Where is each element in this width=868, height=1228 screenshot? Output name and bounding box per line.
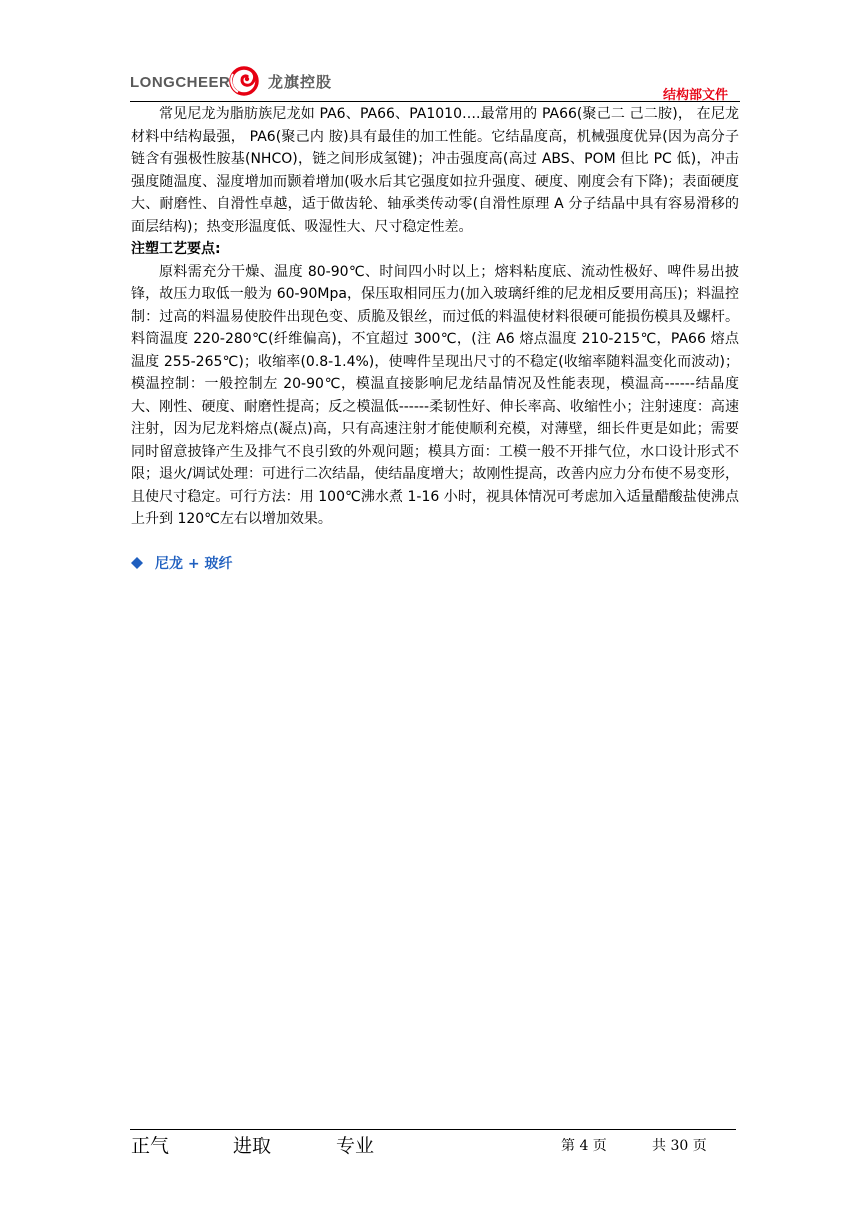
page-footer [131, 1131, 737, 1159]
bullet-label: 尼龙 + 玻纤 [155, 555, 233, 572]
bullet-item-nylon-glassfiber [131, 553, 739, 576]
document-body [131, 103, 739, 575]
page-header [130, 62, 738, 102]
paragraph-molding-process: 原料需充分干燥、温度 80-90℃、时间四小时以上；熔料粘度底、流动性极好、啤件易出披锋，故压力取低一般为 60-90Mpa，保压取相同压力(加入玻璃纤维的尼龙相反要用高压)；料温控制：过高的料温易使胶件出现色变、质脆及银丝，而过低的料温使材料很硬可能损伤模具及螺杆。料筒温度 220-280℃(纤维偏高)，不宜超过 300℃，(注 A6 熔点温度 210-215℃，PA66 熔点温度 255-265℃)；收缩率(0.8-1.4%)，使啤件呈现出尺寸的不稳定(收缩率随料温变化而波动)；模温控制：一般控制左 20-90℃，模温直接影响尼龙结晶情况及性能表现，模温高------结晶度大、刚性、硬度、耐磨性提高；反之模温低------柔韧性好、伸长率高、收缩性小；注射速度：高速注射，因为尼龙料熔点(凝点)高，只有高速注射才能使顺利充模，对薄壁，细长件更是如此；需要同时留意披锋产生及排气不良引致的外观问题；模具方面：工模一般不开排气位，水口设计形式不限；退火/调试处理：可进行二次结晶，使结晶度增大；故刚性提高，改善内应力分布使不易变形，且使尺寸稳定。可行方法：用 100℃沸水煮 1-16 小时，视具体情况可考虑加入适量醋酸盐使沸点上升到 120℃左右以增加效果。 [131, 263, 739, 527]
page-number: 第 4 页 [561, 1138, 607, 1154]
department-label: 结构部文件 [662, 88, 728, 103]
paragraph-nylon-overview: 常见尼龙为脂肪族尼龙如 PA6、PA66、PA1010….最常用的 PA66(聚己二 己二胺)， 在尼龙材料中结构最强， PA6(聚己内 胺)具有最佳的加工性能。它结晶度高，机械强度优异(因为高分子链含有强极性胺基(NHCO)，链之间形成氢键)；冲击强度高(高过 ABS、POM 但比 PC 低)，冲击强度随温度、湿度增加而颢着增加(吸水后其它强度如拉升强度、硬度、刚度会有下降)；表面硬度大、耐磨性、自滑性卓越，适于做齿轮、轴承类传动零(自滑性原理 A 分子结晶中具有容易滑移的面层结构)；热变形温度低、吸湿性大、尺寸稳定性差。 [131, 106, 739, 235]
diamond-bullet-icon [131, 557, 143, 569]
motto-progress: 进取 [233, 1135, 272, 1157]
company-logo-chinese: 龙旗控股 [268, 73, 333, 91]
header-divider [130, 101, 740, 102]
section-heading-molding: 注塑工艺要点: [131, 241, 221, 257]
company-logo-text: LONGCHEER [130, 74, 231, 91]
footer-divider [130, 1129, 736, 1130]
blank-line [131, 531, 739, 553]
page-total: 共 30 页 [652, 1138, 707, 1154]
motto-integrity: 正气 [131, 1135, 170, 1157]
swirl-logo-icon [226, 62, 262, 98]
motto-professional: 专业 [336, 1135, 375, 1157]
